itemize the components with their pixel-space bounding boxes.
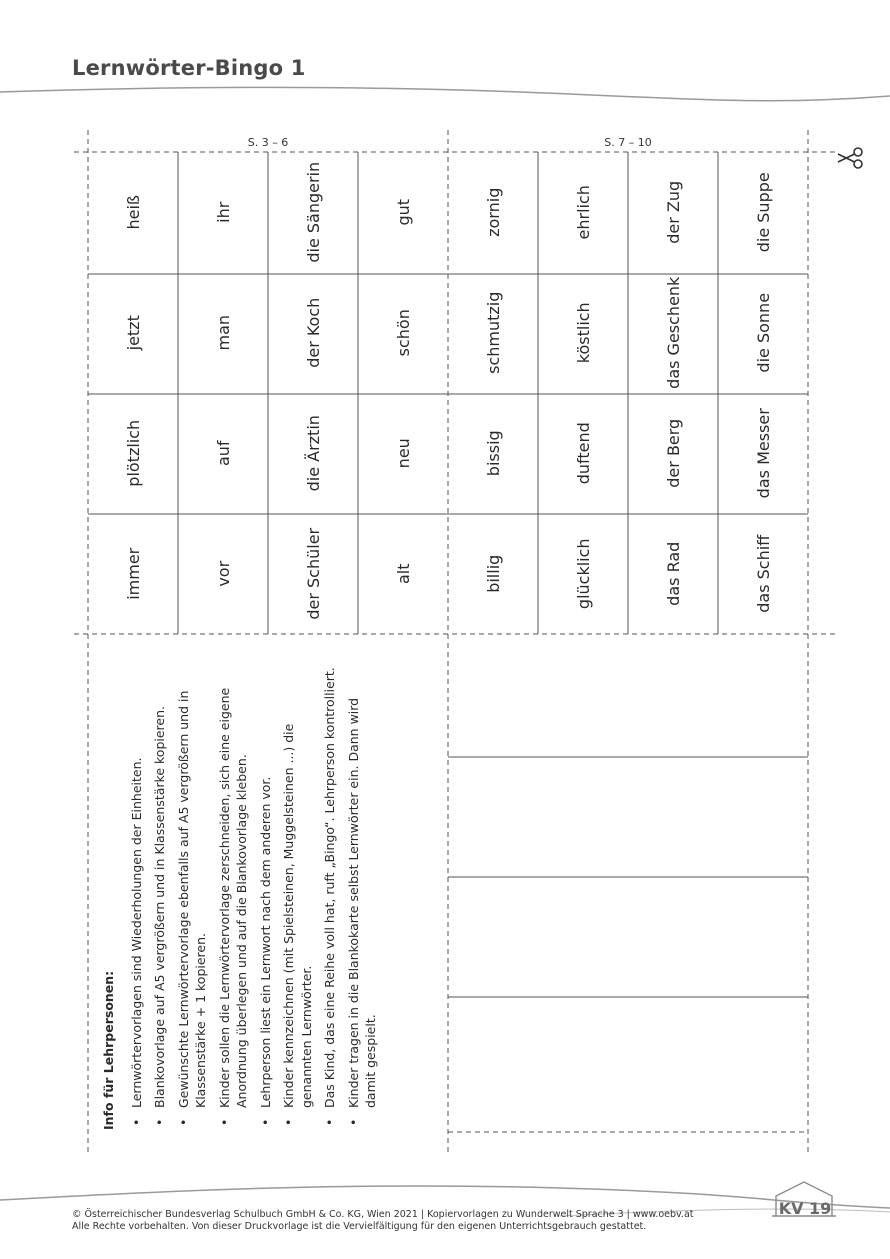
info-item: • Das Kind, das eine Reihe voll hat, ruft „Bingo“. Lehrperson kontrolliert.: [321, 660, 339, 1130]
info-item: • Gewünschte Lernwörtervorlage ebenfalls auf A5 vergrößern und in Klassenstärke + 1 kopieren.: [175, 660, 210, 1130]
word-card: vor: [213, 560, 233, 587]
word-card: billig: [483, 554, 503, 593]
word-card: ihr: [213, 201, 233, 223]
footer: [72, 1209, 752, 1233]
word-card: neu: [393, 438, 413, 469]
word-card: schmutzig: [483, 291, 503, 374]
page-title: Lernwörter-Bingo 1: [72, 56, 306, 80]
page-badge: KV 19: [778, 1199, 832, 1218]
info-heading: Info für Lehrpersonen:: [101, 970, 116, 1130]
word-card: schön: [393, 309, 413, 357]
info-list: [128, 660, 380, 1130]
word-card: der Koch: [303, 297, 323, 368]
info-item: • Kinder kennzeichnen (mit Spielsteinen, Muggelsteinen ...) die genannten Lernwörter.: [280, 660, 315, 1130]
info-item: • Kinder sollen die Lernwörtervorlage zerschneiden, sich eine eigene Anordnung überlegen und auf die Blankovorlage kleben.: [216, 660, 251, 1130]
word-card: immer: [123, 547, 143, 600]
copyright-line: © Österreichischer Bundesverlag Schulbuch GmbH & Co. KG, Wien 2021 | Kopiervorlagen zu Wunderwelt Sprache 3 | www.oebv.at: [72, 1209, 694, 1220]
word-card: köstlich: [573, 302, 593, 364]
word-card: der Schüler: [303, 527, 323, 620]
word-card: heiß: [123, 195, 143, 230]
word-card: das Messer: [753, 408, 773, 499]
info-item: • Kinder tragen in die Blankokarte selbst Lernwörter ein. Dann wird damit gespielt.: [345, 660, 380, 1130]
scissors-icon: [836, 146, 864, 170]
word-card: gut: [393, 198, 413, 226]
info-item: • Lernwörtervorlagen sind Wiederholungen der Einheiten.: [128, 660, 146, 1130]
word-card: der Zug: [663, 180, 683, 244]
rights-line: Alle Rechte vorbehalten. Von dieser Druckvorlage ist die Vervielfältigung für den eigenen Unterrichtsgebrauch gestattet.: [72, 1221, 647, 1232]
section-label-right: S. 7 – 10: [604, 136, 652, 149]
section-label-left: S. 3 – 6: [247, 136, 289, 149]
word-card: zornig: [483, 187, 503, 237]
word-card: das Geschenk: [663, 276, 683, 389]
word-card: jetzt: [123, 315, 143, 351]
word-card: das Rad: [663, 541, 683, 606]
bingo-sheet: [88, 126, 808, 1152]
word-card: die Suppe: [753, 172, 773, 253]
word-card: auf: [213, 440, 233, 467]
word-card: das Schiff: [753, 534, 773, 613]
word-card: die Sängerin: [303, 161, 323, 263]
word-card: alt: [393, 563, 413, 585]
header-wave: [0, 84, 890, 114]
word-card: duftend: [573, 422, 593, 485]
word-card: plötzlich: [123, 419, 143, 487]
word-card: ehrlich: [573, 185, 593, 240]
word-card: glücklich: [573, 538, 593, 610]
word-card: man: [213, 314, 233, 351]
word-card: die Sonne: [753, 292, 773, 373]
teacher-info: [88, 660, 445, 1130]
info-item: • Lehrperson liest ein Lernwort nach dem anderen vor.: [257, 660, 275, 1130]
info-item: • Blankovorlage auf A5 vergrößern und in Klassenstärke kopieren.: [151, 660, 169, 1130]
word-card: die Ärztin: [303, 415, 323, 492]
word-card: bissig: [483, 430, 503, 477]
word-card: der Berg: [663, 418, 683, 488]
